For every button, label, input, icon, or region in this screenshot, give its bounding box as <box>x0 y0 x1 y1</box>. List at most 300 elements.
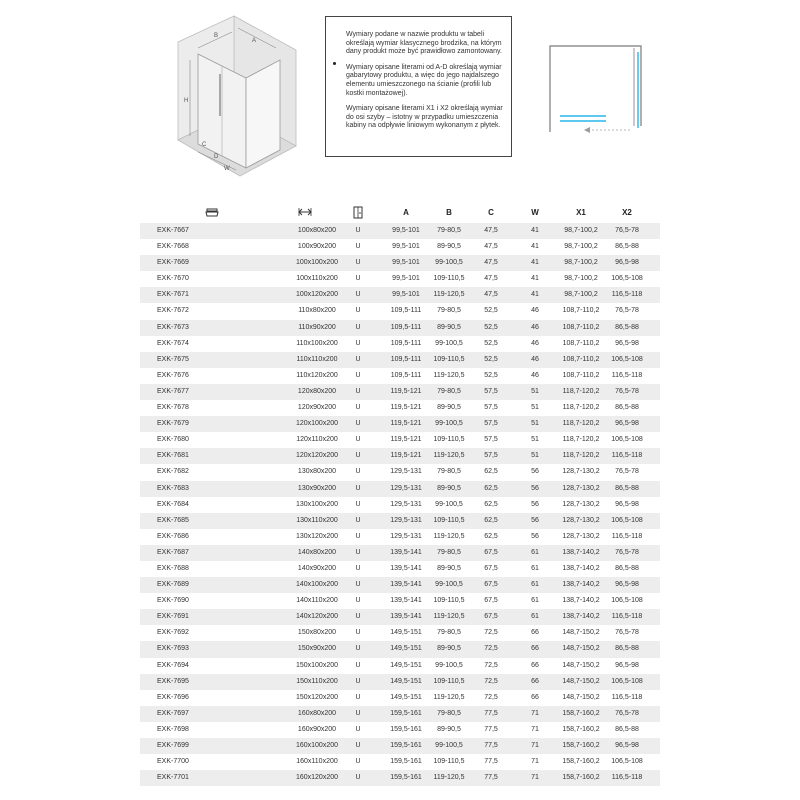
cell-product-code: EXK-7682 <box>157 468 189 476</box>
cell-dim-x2: 76,5-78 <box>615 548 639 556</box>
dimensions-table <box>140 201 660 786</box>
cell-tray-size: 110x110x200 <box>296 355 338 363</box>
cell-dim-c: 52,5 <box>484 355 498 363</box>
cell-tray-size: 120x90x200 <box>297 404 337 412</box>
cell-tray-size: 120x110x200 <box>296 436 338 444</box>
cell-dim-x1: 138,7-140,2 <box>562 597 600 605</box>
cell-dim-b: 109-110,5 <box>433 275 465 283</box>
plan-walls <box>550 46 641 132</box>
cell-dim-c: 67,5 <box>484 597 498 605</box>
table-row <box>140 320 660 336</box>
cell-dim-c: 62,5 <box>484 468 498 476</box>
cell-dim-x1: 108,7-110,2 <box>562 339 600 347</box>
cell-type: U <box>355 548 361 556</box>
top-view-plan-diagram <box>548 44 643 134</box>
cell-product-code: EXK-7696 <box>157 693 189 701</box>
cell-type: U <box>355 725 361 733</box>
cell-product-code: EXK-7699 <box>157 742 189 749</box>
cell-tray-size: 100x120x200 <box>295 291 339 299</box>
cell-tray-size: 130x120x200 <box>295 532 339 540</box>
cell-dim-x2: 96,5-98 <box>615 581 639 589</box>
cell-tray-size: 130x110x200 <box>296 516 338 524</box>
cell-dim-x2: 106,5-108 <box>611 355 643 363</box>
cell-dim-x1: 98,7-100,2 <box>564 275 598 283</box>
cell-dim-a: 129,5-131 <box>390 532 422 540</box>
cell-product-code: EXK-7680 <box>157 436 189 444</box>
cell-product-code: EXK-7689 <box>157 581 189 589</box>
cell-dim-a: 109,5-111 <box>390 339 422 347</box>
cell-dim-b: 79-80,5 <box>437 709 461 717</box>
cell-dim-w: 61 <box>531 597 539 605</box>
table-header <box>140 201 660 223</box>
cell-dim-a: 119,5-121 <box>390 452 422 460</box>
cell-type: U <box>355 243 361 251</box>
cell-dim-c: 77,5 <box>484 725 498 733</box>
cell-dim-c: 72,5 <box>484 661 498 669</box>
cell-dim-w: 71 <box>531 725 539 733</box>
cell-dim-w: 46 <box>531 323 539 331</box>
cell-dim-x2: 96,5-98 <box>615 500 639 508</box>
table-row <box>140 722 660 738</box>
cell-tray-size: 120x80x200 <box>297 387 337 395</box>
cell-dim-a: 119,5-121 <box>390 387 422 395</box>
cell-tray-size: 160x110x200 <box>296 758 338 766</box>
cell-product-code: EXK-7668 <box>157 243 189 251</box>
cell-type: U <box>355 758 361 766</box>
cell-product-code: EXK-7667 <box>157 227 189 234</box>
table-row <box>140 658 660 674</box>
cell-dim-w: 66 <box>531 661 539 669</box>
label-h: H <box>184 98 189 104</box>
cell-dim-c: 47,5 <box>484 243 498 251</box>
cell-type: U <box>355 629 361 637</box>
cell-dim-x1: 158,7-160,2 <box>562 725 600 733</box>
cell-dim-b: 99-100,5 <box>435 259 463 267</box>
cell-dim-a: 139,5-141 <box>390 613 422 621</box>
cell-dim-b: 109-110,5 <box>433 355 465 363</box>
cell-product-code: EXK-7670 <box>157 275 189 283</box>
cell-dim-x1: 108,7-110,2 <box>562 323 600 331</box>
table-row <box>140 497 660 513</box>
note-paragraph-2: Wymiary opisane literami od A-D określają wymiar gabarytowy produktu, a więc do jego najdalszego elementu umieszczonego na ścianie (profili lub kostki montażowej). <box>346 63 502 97</box>
label-c: C <box>202 142 207 148</box>
cell-dim-a: 109,5-111 <box>390 355 422 363</box>
cell-dim-a: 159,5-161 <box>390 774 422 782</box>
cell-dim-x1: 118,7-120,2 <box>562 404 600 412</box>
cell-type: U <box>355 564 361 572</box>
cell-dim-w: 51 <box>531 436 539 444</box>
cell-type: U <box>355 307 361 315</box>
table-row <box>140 303 660 319</box>
cell-dim-a: 149,5-151 <box>390 629 422 637</box>
cell-dim-b: 89-90,5 <box>437 645 461 653</box>
label-d: D <box>214 154 219 160</box>
cell-dim-b: 79-80,5 <box>437 468 461 476</box>
cell-dim-b: 99-100,5 <box>435 500 463 508</box>
cell-dim-c: 57,5 <box>484 436 498 444</box>
table-row <box>140 239 660 255</box>
cell-product-code: EXK-7684 <box>157 500 189 508</box>
cell-dim-w: 46 <box>531 371 539 379</box>
cell-tray-size: 160x100x200 <box>295 742 339 749</box>
cell-dim-w: 61 <box>531 564 539 572</box>
arrow-left-icon <box>584 127 590 133</box>
cell-type: U <box>355 387 361 395</box>
cell-dim-b: 119-120,5 <box>433 774 465 782</box>
cell-product-code: EXK-7701 <box>157 774 189 782</box>
cell-dim-x2: 76,5-78 <box>615 387 639 395</box>
cell-dim-w: 66 <box>531 693 539 701</box>
cell-tray-size: 110x120x200 <box>296 371 338 379</box>
cell-dim-w: 41 <box>531 275 539 283</box>
cell-dim-c: 57,5 <box>484 404 498 412</box>
cell-tray-size: 100x110x200 <box>296 275 338 283</box>
header-x2: X2 <box>622 207 632 217</box>
cell-dim-a: 139,5-141 <box>390 581 422 589</box>
cell-type: U <box>355 709 361 717</box>
cell-product-code: EXK-7683 <box>157 484 189 492</box>
table-row <box>140 754 660 770</box>
cell-dim-c: 77,5 <box>484 742 498 749</box>
cell-type: U <box>355 774 361 782</box>
cell-product-code: EXK-7674 <box>157 339 189 347</box>
cell-dim-x2: 106,5-108 <box>611 758 643 766</box>
cell-tray-size: 120x120x200 <box>295 452 339 460</box>
cell-dim-w: 41 <box>531 227 539 234</box>
cell-dim-b: 79-80,5 <box>437 629 461 637</box>
cell-dim-x1: 158,7-160,2 <box>562 742 600 749</box>
cell-type: U <box>355 420 361 428</box>
cell-dim-x1: 118,7-120,2 <box>562 420 600 428</box>
cell-dim-x1: 138,7-140,2 <box>562 581 600 589</box>
cell-dim-x2: 116,5-118 <box>611 693 643 701</box>
cell-dim-b: 109-110,5 <box>433 516 465 524</box>
cell-dim-w: 51 <box>531 387 539 395</box>
cell-dim-w: 41 <box>531 291 539 299</box>
cell-dim-x1: 118,7-120,2 <box>562 436 600 444</box>
cell-dim-c: 52,5 <box>484 307 498 315</box>
cell-product-code: EXK-7669 <box>157 259 189 267</box>
cell-dim-c: 47,5 <box>484 291 498 299</box>
cell-product-code: EXK-7675 <box>157 355 189 363</box>
cell-dim-x1: 158,7-160,2 <box>562 758 600 766</box>
cell-dim-a: 159,5-161 <box>390 758 422 766</box>
cell-dim-c: 72,5 <box>484 645 498 653</box>
cell-dim-b: 99-100,5 <box>435 339 463 347</box>
shower-enclosure-diagram <box>176 12 298 180</box>
cell-dim-x1: 108,7-110,2 <box>562 371 600 379</box>
cell-product-code: EXK-7686 <box>157 532 189 540</box>
cell-dim-w: 56 <box>531 516 539 524</box>
cell-dim-c: 47,5 <box>484 275 498 283</box>
header-x1: X1 <box>576 207 586 217</box>
cell-dim-x1: 128,7-130,2 <box>562 484 600 492</box>
cell-dim-c: 62,5 <box>484 484 498 492</box>
cell-dim-x1: 148,7-150,2 <box>562 629 600 637</box>
cell-dim-w: 46 <box>531 339 539 347</box>
cell-product-code: EXK-7690 <box>157 597 189 605</box>
cell-dim-x1: 98,7-100,2 <box>564 259 598 267</box>
table-row <box>140 223 660 239</box>
cell-dim-x2: 116,5-118 <box>611 532 643 540</box>
cell-dim-w: 51 <box>531 404 539 412</box>
cell-type: U <box>355 645 361 653</box>
cell-type: U <box>355 742 361 749</box>
cell-dim-b: 89-90,5 <box>437 243 461 251</box>
cell-type: U <box>355 355 361 363</box>
cell-dim-w: 71 <box>531 709 539 717</box>
cell-dim-a: 129,5-131 <box>390 484 422 492</box>
cell-dim-x2: 76,5-78 <box>615 709 639 717</box>
bullet-icon <box>333 62 336 65</box>
cell-dim-a: 139,5-141 <box>390 548 422 556</box>
cell-dim-x2: 106,5-108 <box>611 597 643 605</box>
cell-dim-x2: 106,5-108 <box>611 516 643 524</box>
cell-dim-x2: 86,5-88 <box>615 484 639 492</box>
cell-dim-c: 57,5 <box>484 420 498 428</box>
cell-tray-size: 110x90x200 <box>298 323 336 331</box>
cell-dim-b: 79-80,5 <box>437 548 461 556</box>
cell-dim-c: 62,5 <box>484 532 498 540</box>
cell-tray-size: 130x80x200 <box>297 468 337 476</box>
cell-dim-c: 47,5 <box>484 227 498 234</box>
tray-icon <box>202 201 222 223</box>
cell-dim-x2: 96,5-98 <box>615 259 639 267</box>
cell-dim-c: 67,5 <box>484 564 498 572</box>
cell-dim-x1: 98,7-100,2 <box>564 243 598 251</box>
cell-product-code: EXK-7693 <box>157 645 189 653</box>
cell-dim-c: 57,5 <box>484 387 498 395</box>
cell-dim-a: 109,5-111 <box>390 307 422 315</box>
cell-dim-c: 52,5 <box>484 323 498 331</box>
cell-dim-w: 51 <box>531 452 539 460</box>
cell-dim-w: 51 <box>531 420 539 428</box>
note-paragraph-3: Wymiary opisane literami X1 i X2 określają wymiar do osi szyby – istotny w przypadku umieszczenia kabiny na odpływie liniowym wykonanym z płytek. <box>346 105 503 130</box>
cell-dim-x2: 96,5-98 <box>615 742 639 749</box>
cell-dim-w: 56 <box>531 484 539 492</box>
cell-dim-b: 119-120,5 <box>433 291 465 299</box>
cell-tray-size: 150x110x200 <box>296 677 338 685</box>
cell-tray-size: 160x80x200 <box>297 709 337 717</box>
label-a: A <box>252 38 257 44</box>
cell-dim-c: 72,5 <box>484 629 498 637</box>
cell-dim-b: 109-110,5 <box>433 597 465 605</box>
table-row <box>140 271 660 287</box>
cell-dim-x1: 148,7-150,2 <box>562 661 600 669</box>
label-b: B <box>214 33 219 39</box>
cell-type: U <box>355 516 361 524</box>
cell-dim-x2: 116,5-118 <box>611 371 643 379</box>
table-row <box>140 400 660 416</box>
cell-dim-x1: 158,7-160,2 <box>562 709 600 717</box>
cell-dim-x1: 108,7-110,2 <box>562 355 600 363</box>
cell-dim-x2: 86,5-88 <box>615 725 639 733</box>
cell-product-code: EXK-7694 <box>157 661 189 669</box>
cell-tray-size: 140x100x200 <box>295 581 339 589</box>
cell-tray-size: 130x90x200 <box>297 484 337 492</box>
cell-tray-size: 140x120x200 <box>295 613 339 621</box>
cell-dim-b: 89-90,5 <box>437 564 461 572</box>
cell-dim-a: 109,5-111 <box>390 371 422 379</box>
cell-dim-x1: 128,7-130,2 <box>562 532 600 540</box>
cell-dim-x2: 86,5-88 <box>615 243 639 251</box>
cell-dim-x2: 76,5-78 <box>615 227 639 234</box>
table-row <box>140 641 660 657</box>
cell-tray-size: 110x100x200 <box>296 339 338 347</box>
table-row <box>140 352 660 368</box>
cell-dim-b: 109-110,5 <box>433 436 465 444</box>
cell-tray-size: 140x90x200 <box>297 564 337 572</box>
cell-dim-b: 99-100,5 <box>435 420 463 428</box>
cell-dim-c: 57,5 <box>484 452 498 460</box>
cell-dim-w: 61 <box>531 581 539 589</box>
cell-type: U <box>355 500 361 508</box>
cell-tray-size: 150x100x200 <box>295 661 339 669</box>
cell-dim-a: 159,5-161 <box>390 725 422 733</box>
cell-product-code: EXK-7688 <box>157 564 189 572</box>
table-row <box>140 529 660 545</box>
cell-dim-b: 79-80,5 <box>437 227 461 234</box>
header-a: A <box>403 207 409 217</box>
cell-tray-size: 120x100x200 <box>295 420 339 428</box>
cell-product-code: EXK-7692 <box>157 629 189 637</box>
cell-dim-a: 129,5-131 <box>390 500 422 508</box>
cell-dim-c: 77,5 <box>484 758 498 766</box>
cell-dim-a: 149,5-151 <box>390 693 422 701</box>
cell-dim-b: 79-80,5 <box>437 307 461 315</box>
cell-dim-c: 67,5 <box>484 548 498 556</box>
cell-type: U <box>355 452 361 460</box>
cell-dim-x1: 148,7-150,2 <box>562 693 600 701</box>
cell-dim-x2: 76,5-78 <box>615 307 639 315</box>
table-row <box>140 561 660 577</box>
cell-tray-size: 130x100x200 <box>295 500 339 508</box>
cell-dim-w: 61 <box>531 613 539 621</box>
cell-product-code: EXK-7700 <box>157 758 189 766</box>
cell-dim-x1: 118,7-120,2 <box>562 452 600 460</box>
cell-dim-b: 119-120,5 <box>433 693 465 701</box>
cell-product-code: EXK-7697 <box>157 709 189 717</box>
cell-tray-size: 110x80x200 <box>298 307 336 315</box>
cell-dim-x1: 98,7-100,2 <box>564 227 598 234</box>
cell-dim-b: 89-90,5 <box>437 404 461 412</box>
table-row <box>140 577 660 593</box>
cell-dim-x2: 106,5-108 <box>611 436 643 444</box>
cell-dim-a: 119,5-121 <box>390 404 422 412</box>
cell-dim-x1: 138,7-140,2 <box>562 564 600 572</box>
cell-dim-a: 99,5-101 <box>392 243 420 251</box>
cell-dim-b: 119-120,5 <box>433 371 465 379</box>
cell-dim-w: 56 <box>531 468 539 476</box>
cell-dim-b: 119-120,5 <box>433 613 465 621</box>
cell-product-code: EXK-7673 <box>157 323 189 331</box>
cell-tray-size: 150x90x200 <box>297 645 337 653</box>
header-c: C <box>488 207 494 217</box>
cell-dim-c: 67,5 <box>484 581 498 589</box>
cell-dim-x1: 148,7-150,2 <box>562 645 600 653</box>
cell-dim-x1: 148,7-150,2 <box>562 677 600 685</box>
cell-dim-b: 99-100,5 <box>435 742 463 749</box>
table-row <box>140 384 660 400</box>
cell-dim-b: 89-90,5 <box>437 323 461 331</box>
cell-dim-a: 139,5-141 <box>390 597 422 605</box>
cell-dim-x2: 96,5-98 <box>615 661 639 669</box>
table-row <box>140 255 660 271</box>
cell-dim-x1: 138,7-140,2 <box>562 548 600 556</box>
cell-dim-w: 41 <box>531 259 539 267</box>
cell-dim-a: 139,5-141 <box>390 564 422 572</box>
cell-dim-a: 99,5-101 <box>392 275 420 283</box>
cell-dim-b: 79-80,5 <box>437 387 461 395</box>
table-row <box>140 481 660 497</box>
cell-dim-w: 41 <box>531 243 539 251</box>
table-row <box>140 336 660 352</box>
cell-product-code: EXK-7678 <box>157 404 189 412</box>
cell-dim-w: 71 <box>531 774 539 782</box>
cell-dim-x1: 118,7-120,2 <box>562 387 600 395</box>
cell-dim-x2: 96,5-98 <box>615 339 639 347</box>
table-row <box>140 368 660 384</box>
cell-type: U <box>355 291 361 299</box>
table-row <box>140 690 660 706</box>
cell-dim-c: 52,5 <box>484 371 498 379</box>
cell-dim-x2: 116,5-118 <box>611 613 643 621</box>
header-w: W <box>531 207 539 217</box>
cell-type: U <box>355 371 361 379</box>
label-w: W <box>224 166 230 172</box>
dimension-notes-box <box>325 16 512 157</box>
cell-dim-x2: 86,5-88 <box>615 323 639 331</box>
cell-type: U <box>355 581 361 589</box>
cell-dim-w: 66 <box>531 645 539 653</box>
cell-type: U <box>355 613 361 621</box>
cell-type: U <box>355 661 361 669</box>
cell-type: U <box>355 484 361 492</box>
cell-dim-a: 119,5-121 <box>390 420 422 428</box>
cell-dim-a: 109,5-111 <box>390 323 422 331</box>
cell-dim-c: 72,5 <box>484 693 498 701</box>
cell-product-code: EXK-7691 <box>157 613 189 621</box>
cell-type: U <box>355 597 361 605</box>
cell-product-code: EXK-7671 <box>157 291 189 299</box>
cell-dim-x2: 116,5-118 <box>611 291 643 299</box>
cell-dim-a: 159,5-161 <box>390 742 422 749</box>
table-row <box>140 416 660 432</box>
cell-dim-b: 119-120,5 <box>433 532 465 540</box>
cell-dim-x2: 106,5-108 <box>611 677 643 685</box>
cell-dim-a: 99,5-101 <box>392 227 420 234</box>
cell-product-code: EXK-7679 <box>157 420 189 428</box>
cell-dim-a: 129,5-131 <box>390 516 422 524</box>
cell-dim-w: 46 <box>531 307 539 315</box>
cell-tray-size: 140x80x200 <box>297 548 337 556</box>
cell-tray-size: 100x90x200 <box>297 243 337 251</box>
cell-dim-w: 71 <box>531 742 539 749</box>
cell-dim-c: 62,5 <box>484 500 498 508</box>
cell-product-code: EXK-7685 <box>157 516 189 524</box>
cell-dim-b: 109-110,5 <box>433 758 465 766</box>
cell-dim-a: 149,5-151 <box>390 645 422 653</box>
cell-dim-x1: 138,7-140,2 <box>562 613 600 621</box>
table-row <box>140 625 660 641</box>
cell-dim-x2: 86,5-88 <box>615 645 639 653</box>
width-arrows-icon <box>295 201 315 223</box>
table-row <box>140 706 660 722</box>
cell-dim-a: 119,5-121 <box>390 436 422 444</box>
cell-tray-size: 100x100x200 <box>295 259 339 267</box>
cell-product-code: EXK-7687 <box>157 548 189 556</box>
cell-dim-b: 89-90,5 <box>437 484 461 492</box>
